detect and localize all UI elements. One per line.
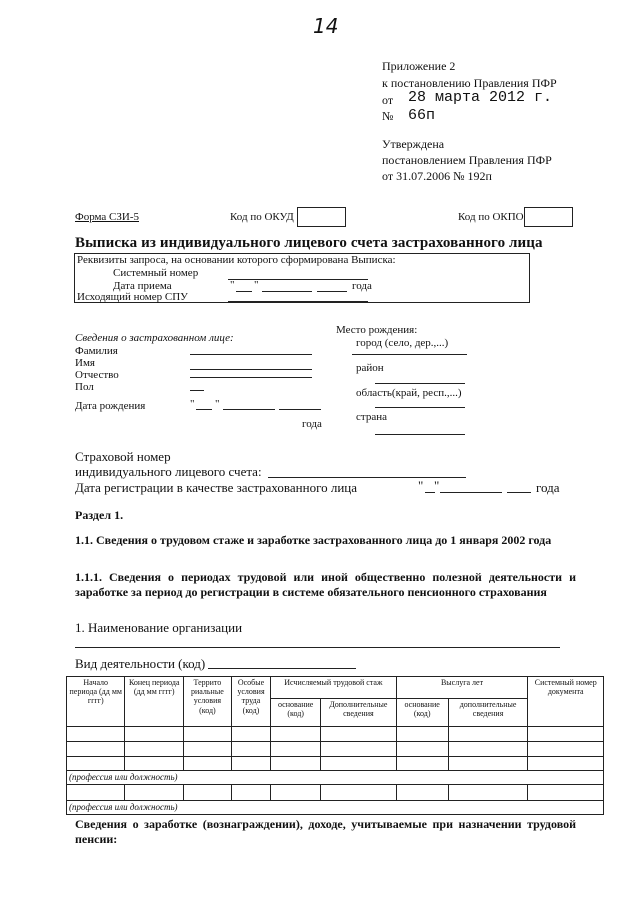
insured-patronymic-line <box>190 377 312 378</box>
approved-line3: от 31.07.2006 № 192п <box>382 169 492 183</box>
request-quote-close: " <box>254 279 259 291</box>
birthplace-country-line <box>375 434 465 435</box>
document-title: Выписка из индивидуального лицевого счета застрахованного лица <box>75 235 543 251</box>
birthplace-region-line <box>375 407 465 408</box>
sub-extra2: дополнительные сведения <box>448 699 528 727</box>
work-periods-table <box>66 676 604 815</box>
section1-1: 1.1. Сведения о трудовом стаже и заработке застрахованного лица до 1 января 2002 года <box>75 533 552 547</box>
account-quote-open: " <box>418 478 424 493</box>
page-number: 14 <box>313 14 339 38</box>
insured-surname-line <box>190 354 312 355</box>
sub-basis2: основание (код) <box>396 699 448 727</box>
profession-row-2: (профессия или должность) <box>67 801 604 815</box>
approved-line2: постановлением Правления ПФР <box>382 153 552 167</box>
insured-header: Сведения о застрахованном лице: <box>75 332 234 344</box>
appendix-date: 28 марта 2012 г. <box>408 89 553 106</box>
insured-month-line <box>223 409 275 410</box>
table-row <box>67 757 604 771</box>
insured-sex-line <box>190 390 204 391</box>
form-code: Форма СЗИ-5 <box>75 211 139 223</box>
approved-line1: Утверждена <box>382 137 445 151</box>
request-header: Реквизиты запроса, на основании которого сформирована Выписка: <box>77 254 396 266</box>
insured-year-suffix: года <box>302 418 322 430</box>
col-special: Особые условия труда (код) <box>231 677 270 727</box>
sub-extra: Дополнительные сведения <box>321 699 396 727</box>
activity-label: Вид деятельности (код) <box>75 656 206 671</box>
appendix-block <box>382 58 557 92</box>
okpo-box <box>524 207 573 227</box>
birthplace-header: Место рождения: <box>336 324 418 336</box>
request-quote-open: " <box>230 279 235 291</box>
okud-box <box>297 207 346 227</box>
appendix-line2: к постановлению Правления ПФР <box>382 76 557 90</box>
insured-year-line <box>279 409 321 410</box>
appendix-number: 66п <box>408 107 436 124</box>
col-territory: Террито риальные условия (код) <box>183 677 231 727</box>
col-sysnum: Системный номер документа <box>528 677 604 727</box>
approved-block <box>382 136 552 184</box>
section1-title: Раздел 1. <box>75 508 124 522</box>
org-name-line <box>75 647 560 648</box>
sub-basis: основание (код) <box>271 699 321 727</box>
account-quote-close: " <box>434 478 440 493</box>
birthplace-region: область(край, респ.,...) <box>356 387 462 399</box>
col-end: Конец периода (дд мм гггг) <box>125 677 183 727</box>
insured-name: Имя <box>75 357 95 369</box>
birthplace-district-line <box>375 383 465 384</box>
profession-row-1: (профессия или должность) <box>67 771 604 785</box>
request-outgoing-line <box>228 301 368 302</box>
okud-label: Код по ОКУД <box>230 211 294 223</box>
org-name-label: 1. Наименование организации <box>75 620 243 635</box>
birthplace-district: район <box>356 362 384 374</box>
request-year-line <box>317 291 347 292</box>
insured-day-line <box>196 409 212 410</box>
account-reg-date: Дата регистрации в качестве застрахованного лица <box>75 480 358 495</box>
insured-quote-open: " <box>190 398 195 410</box>
col-calc: Исчисляемый трудовой стаж <box>271 677 396 699</box>
account-line1: Страховой номер <box>75 449 171 464</box>
table-row <box>67 727 604 742</box>
request-system-number-line <box>228 279 368 280</box>
insured-birth-date: Дата рождения <box>75 400 146 412</box>
birthplace-city: город (село, дер.,...) <box>356 337 449 349</box>
request-month-line <box>262 291 312 292</box>
section1-1-1: 1.1.1. Сведения о периодах трудовой или иной общественно полезной деятельности и заработке за период до регистрации в системе обязательного пенсионного страхования <box>75 570 576 599</box>
insured-surname: Фамилия <box>75 345 118 357</box>
insured-name-line <box>190 369 312 370</box>
insured-sex: Пол <box>75 381 94 393</box>
account-year-line <box>507 492 531 493</box>
birthplace-city-line <box>352 354 467 355</box>
request-receive-date: Дата приема <box>113 280 172 292</box>
birthplace-country: страна <box>356 411 387 423</box>
col-service: Выслуга лет <box>396 677 528 699</box>
insured-quote-close: " <box>215 398 220 410</box>
appendix-line1: Приложение 2 <box>382 59 456 73</box>
request-year-suffix: года <box>352 280 372 292</box>
request-day-line <box>236 291 252 292</box>
table-row <box>67 785 604 801</box>
okpo-label: Код по ОКПО <box>458 211 524 223</box>
account-line2: индивидуального лицевого счета: <box>75 464 262 479</box>
insured-patronymic: Отчество <box>75 369 119 381</box>
table-row <box>67 742 604 757</box>
account-year-suffix: года <box>536 480 560 495</box>
appendix-number-label: № <box>382 109 394 123</box>
request-system-number: Системный номер <box>113 267 199 279</box>
col-start: Начало периода (дд мм гггг) <box>67 677 125 727</box>
earnings-header: Сведения о заработке (вознаграждении), доходе, учитываемые при назначении трудовой пенсии: <box>75 817 576 846</box>
activity-line <box>208 668 356 669</box>
account-month-line <box>440 492 502 493</box>
request-outgoing: Исходящий номер СПУ <box>77 291 188 303</box>
appendix-from-label: от <box>382 93 394 107</box>
